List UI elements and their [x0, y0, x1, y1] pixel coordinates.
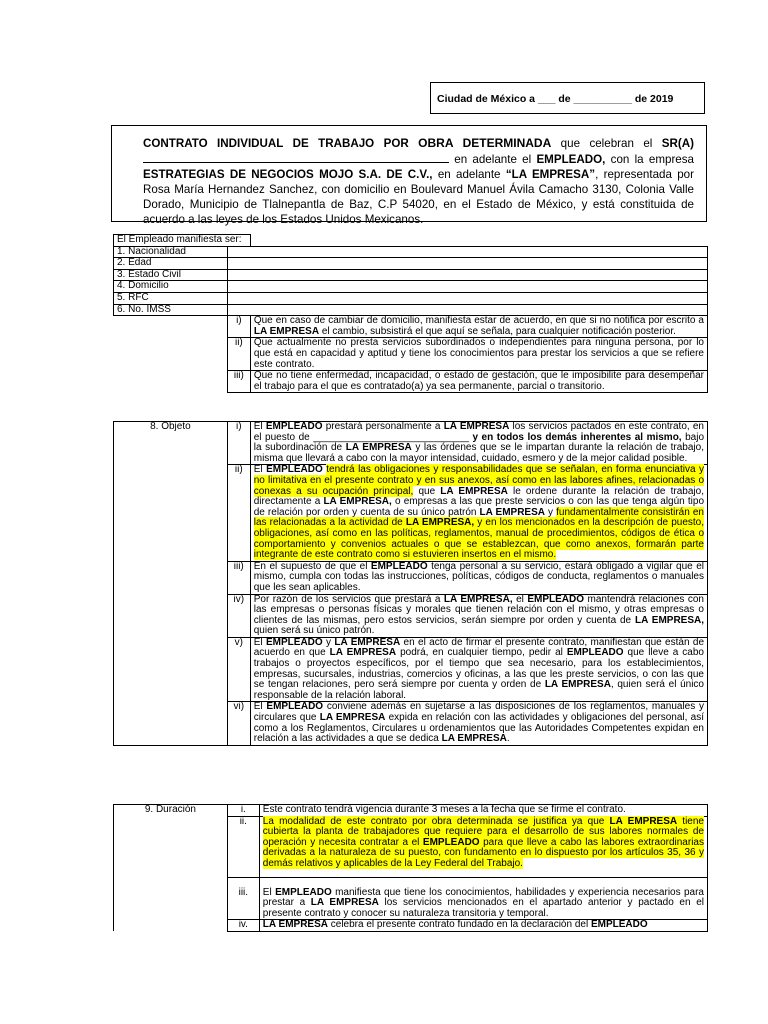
clause-num: iii) [227, 561, 250, 594]
field-rfc: 5. RFC [114, 292, 228, 304]
la-empresa-term: LA EMPRESA [334, 636, 401, 648]
la-empresa-term: LA EMPRESA [310, 897, 379, 909]
la-empresa-term: LA EMPRESA, [405, 517, 475, 529]
declaration-num: i) [227, 316, 250, 338]
clause-num: vi) [227, 702, 250, 745]
empleado-term: EMPLEADO [527, 593, 585, 605]
title-text: con la empresa [605, 153, 694, 166]
clause-num: ii. [227, 816, 259, 877]
contract-title-block [111, 125, 707, 226]
clause-span: El [253, 421, 266, 432]
la-empresa-term: LA EMPRESA [609, 815, 678, 827]
clause-span: los servicios pactados en este contrato, en el puesto de [253, 421, 704, 443]
empleado-term: EMPLEADO [370, 560, 428, 572]
la-empresa-term: LA EMPRESA [345, 442, 412, 454]
empleado-term: EMPLEADO [266, 464, 323, 476]
objeto-label: 8. Objeto [114, 422, 228, 746]
clause-text [250, 465, 707, 561]
date-line: Ciudad de México a ___ de __________ de 2019 [430, 82, 705, 114]
clause-span: bajo la subordinación de [253, 431, 705, 454]
clause-text [259, 816, 707, 877]
clause-num: iv. [227, 920, 259, 932]
empleado-term: EMPLEADO, [536, 153, 606, 166]
clause-span: El [253, 701, 267, 713]
declaration-num: ii) [227, 338, 250, 371]
empleado-term: EMPLEADO [422, 836, 480, 848]
clause-span: El [253, 636, 267, 648]
title-text: en adelante el [449, 153, 537, 166]
field-edad: 2. Edad [114, 258, 228, 270]
value-domicilio[interactable] [227, 281, 707, 293]
declaration-text: Que no tiene enfermedad, incapacidad, o estado de gestación, que le imposibilite para desempeñar el trabajo para el que es contratado(a) ya sea permanente, parcial o transitorio. [250, 371, 707, 393]
clause-text [259, 920, 707, 932]
clause-span: tiene cubierta la planta de trabajadores que requiere para el desarrollo de sus labores normales de operación y necesita contratar a el [262, 815, 704, 848]
position-blank: ____________________________ [313, 431, 469, 443]
clause-span: fundamentalmente consistirán en las relacionadas a la actividad de [253, 506, 704, 529]
empleado-term: EMPLEADO [275, 886, 332, 898]
empleado-term: EMPLEADO [266, 636, 323, 648]
value-nacionalidad[interactable] [227, 246, 707, 258]
clause-span: y en los mencionados en la descripción de puesto, obligaciones, así como en las políticas, reglamentos, manual de procedimientos, códigos de ética o comportamiento y convenios actuales o que se establezcan, que como anexos, formarán parte integrante de este contrato como si estuvieren insertos en el mismo. [253, 517, 705, 561]
la-empresa-term: “LA EMPRESA” [505, 168, 596, 181]
field-estado-civil: 3. Estado Civil [114, 269, 228, 281]
declaration-span: Que en caso de cambiar de domicilio, manifiesta estar de acuerdo, en que si no notifica por escrito a [253, 315, 704, 327]
la-empresa-term: LA EMPRESA, [323, 496, 392, 508]
highlighted-text [263, 816, 704, 869]
clause-span: mantendrá relaciones con las empresas o personas físicas y morales que tienen relación con el mismo, y otras empresas o clientes de las mismas, pero estos servicios, serán siempre por orden y cuenta de [253, 593, 704, 626]
clause-span: expida en relación con las actividades y obligaciones del personal, así como a los Reglamentos, Circulares u ordenamientos que las Autoridades Competentes expidan en relación a las actividades a que se dedica [253, 712, 704, 745]
la-empresa-term: LA EMPRESA, [634, 614, 705, 626]
clause-num: iv) [227, 594, 250, 637]
field-domicilio: 4. Domicilio [114, 281, 228, 293]
field-nacionalidad: 1. Nacionalidad [114, 246, 228, 258]
la-empresa-term: LA EMPRESA [441, 733, 507, 745]
clause-num: iii. [227, 877, 259, 920]
clause-text [250, 637, 707, 702]
empleado-term: EMPLEADO [265, 421, 323, 432]
clause-span: para que lleve a cabo las labores extraordinarias derivadas a la naturaleza de su puesto, con fundamento en lo dispuesto por los artículos 35, 36 y demás relativos y aplicables de la Ley Federal del Trabajo. [262, 836, 704, 869]
declaration-text: Que actualmente no presta servicios subordinados o independientes para ninguna persona, por lo que está en capacidad y aptitud y tiene los conocimientos para prestar los servicios a que se refiere este contrato. [250, 338, 707, 371]
clause-span: La modalidad de este contrato por obra determinada se justifica ya que [262, 815, 610, 827]
clause-span: y [544, 506, 557, 518]
field-imss: 6. No. IMSS [114, 304, 228, 316]
clause-span: celebra el presente contrato fundado en la declaración del [328, 919, 591, 931]
la-empresa-term: LA EMPRESA [440, 485, 508, 497]
la-empresa-term: LA EMPRESA [479, 506, 545, 518]
value-imss[interactable] [227, 304, 707, 316]
contract-title-paragraph [143, 136, 694, 227]
clause-span: los servicios mencionados en el apartado anterior y pactado en el presente contrato y conocer su naturaleza transitoria y temporal. [262, 897, 704, 919]
clause-span: El [253, 464, 267, 476]
la-empresa-term: LA EMPRESA [544, 679, 611, 691]
clause-span: en el acto de firmar el presente contrato, manifiestan que están de acuerdo en que [253, 636, 705, 659]
empleado-term: EMPLEADO [590, 919, 648, 931]
clause-span: En el supuesto de que el [253, 560, 371, 572]
la-empresa-term: LA EMPRESA [329, 647, 397, 659]
value-edad[interactable] [227, 258, 707, 270]
empleado-term: EMPLEADO [266, 701, 324, 713]
clause-num: i. [227, 805, 259, 817]
clause-span: manifiesta que tiene los conocimientos, habilidades y experiencia necesarios para prestar a [262, 886, 704, 909]
title-text: en adelante [432, 168, 506, 181]
clause-span: quien será su único patrón. [253, 625, 375, 637]
clause-span: que [413, 485, 441, 497]
clause-span: Por razón de los servicios que prestará a [253, 593, 444, 605]
clause-text: Este contrato tendrá vigencia durante 3 meses a la fecha que se firme el contrato. [259, 805, 707, 817]
title-text: , representada por Rosa María Hernandez Sanchez, con domicilio en Boulevard Manuel Ávila Camacho 3130, Colonia Valle Dorado, Municipio de Tlalnepantla de Baz, C.P 54020, en el Estado de México, y está constituida de acuerdo a las leyes de los Estados Unidos Mexicanos. [143, 168, 694, 226]
clause-span: el [512, 593, 528, 605]
clause-span: . [506, 733, 510, 745]
title-text: que celebran el [551, 137, 662, 150]
value-estado-civil[interactable] [227, 269, 707, 281]
sr-label: SR(A) [661, 137, 694, 150]
clause-span: que lleve a cabo trabajos o proyectos específicos, por el tiempo que sea necesario, para los establecimientos, empresas, sucursales, industrias, comercios y oficinas, a las que les preste servicios, o con las que se tengan relaciones, pero será siempre por cuenta y orden de [253, 647, 704, 691]
empleado-term: EMPLEADO [566, 647, 624, 659]
clause-text [250, 422, 707, 465]
clause-text [250, 702, 707, 745]
highlighted-text: tendrá las obligaciones y responsabilidades que se señalan, en forma enunciativa y no limitativa en el presente contrato y en sus anexos, así como en las labores afines, relacionadas o conexas a su ocupación principal, [253, 464, 705, 497]
company-name: ESTRATEGIAS DE NEGOCIOS MOJO S.A. DE C.V., [143, 168, 433, 181]
clause-span: y las órdenes que se le impartan durante la relación de trabajo, misma que llevará a cabo con la mayor intensidad, cuidado, esmero y de la mejor calidad posible. [253, 442, 704, 464]
clause-span: le ordene durante la relación de trabajo, directamente a [253, 485, 704, 508]
clause-text [250, 561, 707, 594]
clause-num: v) [227, 637, 250, 702]
clause-span: o empresas a las que preste servicios o con las que tenga algún tipo de relación por orden y cuenta de su único patrón [253, 496, 705, 518]
clause-text [250, 594, 707, 637]
clause-span: podrá, en cualquier tiempo, pedir al [396, 647, 567, 659]
clause-span: conviene además en sujetarse a las disposiciones de los reglamentos, manuales y circulares que [253, 701, 704, 724]
clause-text [259, 877, 707, 920]
employee-heading: El Empleado manifiesta ser: [114, 235, 251, 247]
la-empresa-term: LA EMPRESA [262, 919, 328, 931]
la-empresa-term: LA EMPRESA [253, 325, 320, 337]
clause-num: i) [227, 422, 250, 465]
declaration-text [250, 316, 707, 338]
clause-span: El [262, 886, 276, 898]
clause-bold: y en todos los demás inherentes al mismo, [468, 431, 682, 443]
clause-span: y [322, 636, 335, 648]
objeto-table [113, 421, 708, 746]
employee-name-blank [143, 151, 449, 163]
contract-type: CONTRATO INDIVIDUAL DE TRABAJO POR [143, 137, 409, 150]
clause-span: , quien será el único responsable de la relación laboral. [253, 679, 704, 701]
duracion-label: 9. Duración [114, 805, 228, 932]
clause-num: ii) [227, 465, 250, 561]
clause-span: prestará personalmente a [322, 421, 444, 432]
duracion-table [113, 804, 708, 932]
declaration-num: iii) [227, 371, 250, 393]
la-empresa-term: LA EMPRESA [443, 421, 510, 432]
la-empresa-term: LA EMPRESA [319, 712, 386, 724]
value-rfc[interactable] [227, 292, 707, 304]
clause-span: tenga personal a su servicio, estará obligado a vigilar que el mismo, cumpla con todas las instrucciones, políticas, códigos de conducta, reglamentos o manuales que les sean aplicables. [253, 560, 704, 593]
employee-info-table [113, 234, 708, 393]
contract-modality: OBRA DETERMINADA [418, 136, 552, 150]
declaration-span: el cambio, subsistirá el que aquí se señala, para cualquier notificación posterior. [319, 325, 676, 337]
la-empresa-term: LA EMPRESA, [443, 593, 513, 605]
